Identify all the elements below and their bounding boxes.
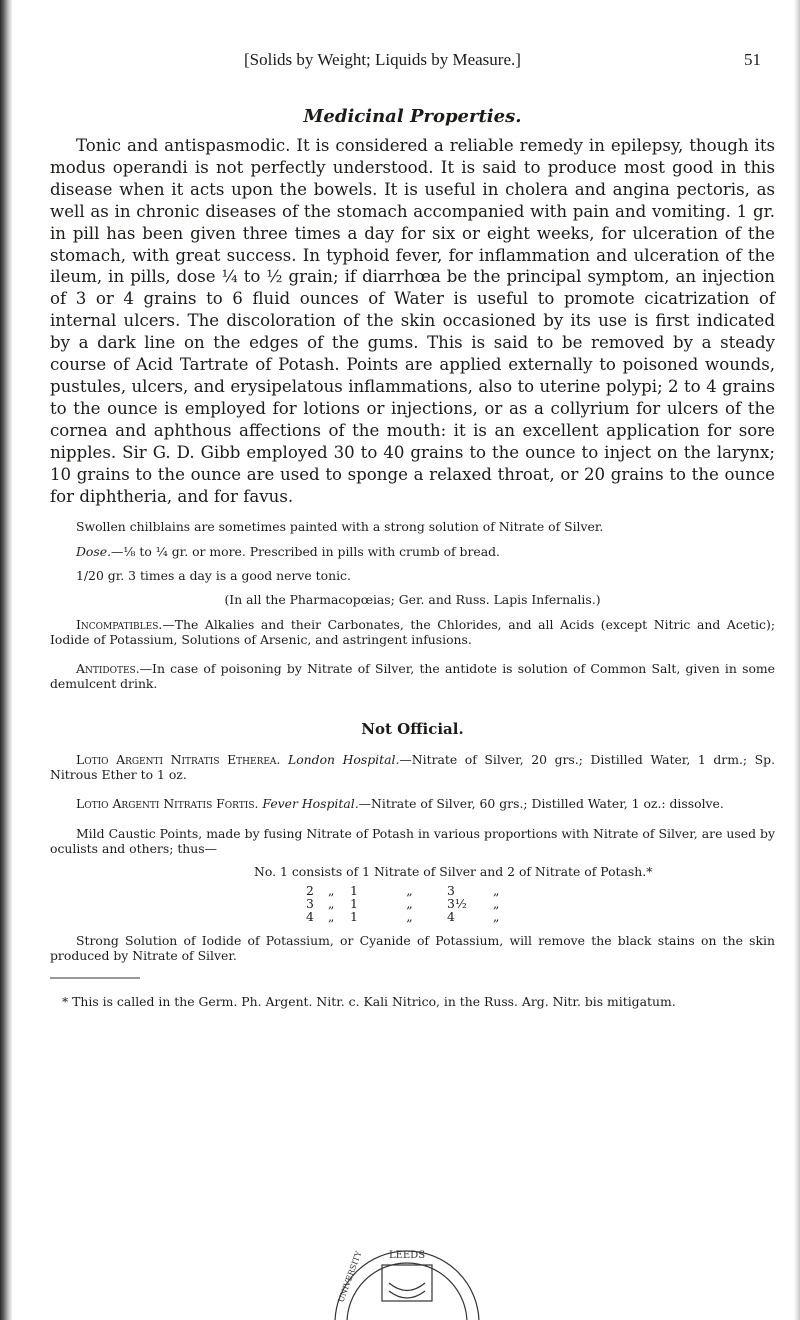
incompatibles-text: —The Alkalies and their Carbonates, the Chlorides, and all Acids (except Nitric and Acetic); Iodide of Potassium, Solutions of Arsenic, and astringent infusions. [50,616,775,647]
proportion-no: 2 [306,882,314,898]
dose-paragraph [50,544,775,559]
main-paragraph: Tonic and antispasmodic. It is considered a reliable remedy in epilepsy, though its modus operandi is not perfectly understood. It is said to produce most good in this disease when it acts upon the bowels. It is useful in cholera and angina pectoris, as well as in chronic diseases of the stomach accompanied with pain and vomiting. 1 gr. in pill has been given three times a day for six or eight weeks, for ulceration of the stomach, with great success. In typhoid fever, for inflammation and ulceration of the ileum, in pills, dose ¼ to ½ grain; if diarrhœa be the principal symptom, an injection of 3 or 4 grains to 6 fluid ounces of Water is useful to promote cicatrization of internal ulcers. The discoloration of the skin occasioned by its use is first indicated by a dark line on the edges of the gums. This is said to be removed by a steady course of Acid Tartrate of Potash. Points are applied externally to poisoned wounds, pustules, ulcers, and erysipelatous inflammations, also to uterine polypi; 2 to 4 grains to the ounce is employed for lotions or injections, or as a collyrium for ulcers of the cornea and aphthous affections of the mouth: it is an excellent application for sore nipples. Sir G. D. Gibb employed 30 to 40 grains to the ounce to inject on the larynx; 10 grains to the ounce are used to sponge a relaxed throat, or 20 grains to the ounce for diphtheria, and for favus. [50,136,775,506]
silver-amount: 1 [350,895,358,911]
proportion-text: consists of 1 Nitrate of Silver and 2 of Nitrate of Potash.* [291,864,653,880]
caustic-points-paragraph: Mild Caustic Points, made by fusing Nitrate of Potash in various proportions with Nitrate of Silver, are used by oculists and others; thus— [50,825,775,856]
proportion-row-2 [306,884,775,897]
seal-side-text: UNIVERSITY [336,1250,364,1304]
ditto-mark: „ [328,882,335,898]
lotio-etherea-text: —Nitrate of Silver, 20 grs.; Distilled Water, 1 drm.; Sp. Nitrous Ether to 1 oz. [50,751,776,783]
incompatibles-label: Incompatibles. [76,616,163,632]
page-number: 51 [744,50,761,69]
ditto-mark: „ [328,908,335,924]
chilblains-paragraph: Swollen chilblains are sometimes painted with a strong solution of Nitrate of Silver. [76,519,604,535]
proportion-no: 3 [306,895,314,911]
proportion-row-4 [306,910,775,923]
proportion-no: 4 [306,908,314,924]
running-header [50,50,775,76]
running-title: [Solids by Weight; Liquids by Measure.] [244,50,521,69]
seal-text: LEEDS [388,1250,426,1261]
antidotes-label: Antidotes. [76,661,140,677]
dose-label: Dose. [76,543,112,559]
lotio-fortis-paragraph [50,796,775,811]
antidotes-paragraph [50,661,775,692]
page-edge [794,0,800,1320]
lotio-fortis-label: Lotio Argenti Nitratis Fortis. [76,796,259,812]
proportion-row-1 [254,864,775,879]
nerve-tonic-paragraph: 1/20 gr. 3 times a day is a good nerve tonic. [76,568,351,583]
footnote: * This is called in the Germ. Ph. Argent. Nitr. c. Kali Nitrico, in the Russ. Arg. Nitr. bis mitigatum. [62,994,676,1010]
ditto-mark: „ [493,882,500,898]
incompatibles-paragraph [50,617,775,648]
dose-text: —⅛ to ¼ gr. or more. Prescribed in pills with crumb of bread. [111,543,500,559]
lotio-etherea-source: London Hospital. [287,751,400,767]
footnote-rule [50,977,140,979]
proportion-row-3 [306,897,775,910]
silver-amount: 1 [350,908,358,924]
library-stamp [327,1243,487,1320]
strong-solution-paragraph: Strong Solution of Iodide of Potassium, or Cyanide of Potassium, will remove the black stains on the skin produced by Nitrate of Silver. [50,932,775,963]
proportion-no: No. 1 [254,864,288,880]
page [50,50,775,1009]
pharmacopoeias-note: (In all the Pharmacopœias; Ger. and Russ. Lapis Infernalis.) [224,592,601,608]
lotio-fortis-source: Fever Hospital. [262,796,359,812]
antidotes-text: —In case of poisoning by Nitrate of Silver, the antidote is solution of Common Salt, given in some demulcent drink. [50,661,775,692]
ditto-mark: „ [406,882,413,898]
lotio-etherea-label: Lotio Argenti Nitratis Etherea. [76,751,281,767]
ditto-mark: „ [406,908,413,924]
lotio-etherea-paragraph [50,752,775,783]
potash-amount: 3 [447,882,455,898]
silver-amount: 1 [350,882,358,898]
ditto-mark: „ [493,895,500,911]
ditto-mark: „ [406,895,413,911]
lotio-fortis-text: —Nitrate of Silver, 60 grs.; Distilled Water, 1 oz.: dissolve. [358,796,724,812]
ditto-mark: „ [328,895,335,911]
potash-amount: 4 [447,908,455,924]
ditto-mark: „ [493,908,500,924]
proportion-table [306,884,775,923]
potash-amount: 3½ [447,895,467,911]
section-title: Medicinal Properties. [303,106,522,127]
not-official-heading: Not Official. [361,719,464,738]
book-spine-shadow [0,0,12,1320]
